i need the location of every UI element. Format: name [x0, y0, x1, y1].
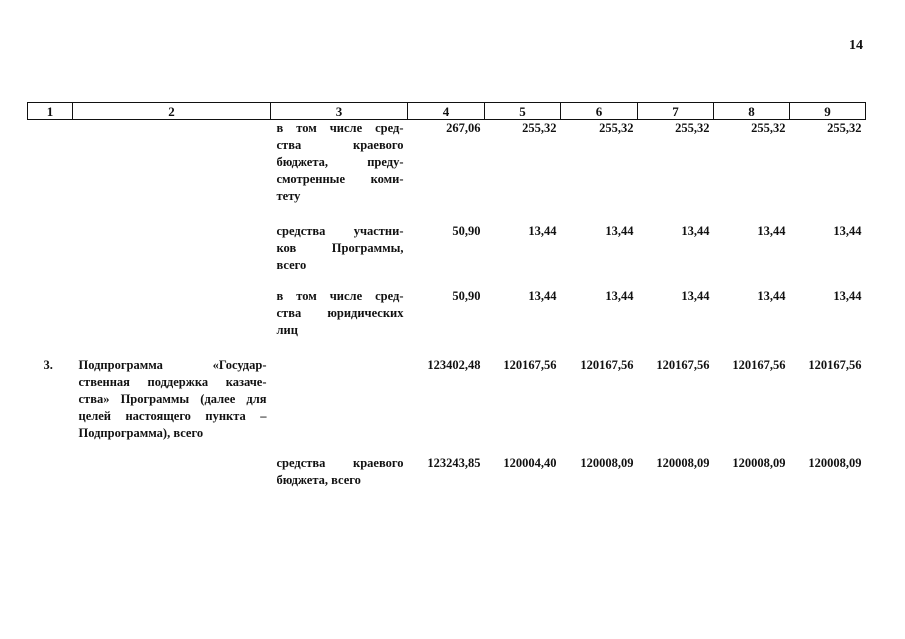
- value-cell: 13,44: [681, 289, 710, 303]
- funding-source: [271, 455, 408, 495]
- row-number: 3.: [43, 358, 53, 372]
- column-header: 1: [28, 103, 73, 120]
- value-cell: 255,32: [599, 121, 634, 135]
- row-number: [28, 120, 73, 224]
- funding-source: [271, 357, 408, 455]
- funding-source-line: лиц: [276, 323, 298, 337]
- funding-source-line: средства краевого: [276, 456, 404, 470]
- program-name: [73, 357, 271, 455]
- funding-source-line: в том числе сред-: [276, 289, 404, 303]
- value-cell: 13,44: [681, 224, 710, 238]
- value-cell: 123402,48: [427, 358, 481, 372]
- row-number: [28, 288, 73, 357]
- value-cell: 255,32: [522, 121, 557, 135]
- value-cell: 13,44: [833, 289, 862, 303]
- value-cell: 123243,85: [427, 456, 481, 470]
- program-name-line: Подпрограмма), всего: [78, 426, 204, 440]
- value-cell: 13,44: [528, 224, 557, 238]
- program-name: [73, 120, 271, 224]
- column-header: 9: [790, 103, 866, 120]
- value-cell: 120167,56: [808, 358, 862, 372]
- funding-source-line: ства краевого: [276, 138, 404, 152]
- funding-source-line: ства юридических: [276, 306, 404, 320]
- value-cell: 13,44: [605, 224, 634, 238]
- budget-table: [27, 102, 866, 495]
- funding-source-line: ков Программы,: [276, 241, 404, 255]
- program-name: [73, 288, 271, 357]
- table-row: [28, 120, 866, 224]
- value-cell: 120008,09: [580, 456, 634, 470]
- value-cell: 13,44: [757, 289, 786, 303]
- funding-source-line: бюджета, преду-: [276, 155, 404, 169]
- value-cell: 120167,56: [503, 358, 557, 372]
- column-header: 6: [561, 103, 638, 120]
- value-cell: 13,44: [833, 224, 862, 238]
- funding-source-line: всего: [276, 258, 307, 272]
- value-cell: 120167,56: [656, 358, 710, 372]
- funding-source-line: в том числе сред-: [276, 121, 404, 135]
- value-cell: 13,44: [605, 289, 634, 303]
- column-header: 3: [271, 103, 408, 120]
- value-cell: 50,90: [452, 224, 481, 238]
- column-number-row: [28, 103, 866, 120]
- value-cell: 13,44: [757, 224, 786, 238]
- table-row: [28, 288, 866, 357]
- column-header: 5: [485, 103, 561, 120]
- program-name-line: целей настоящего пункта –: [78, 409, 267, 423]
- row-number: [28, 223, 73, 288]
- table-row: [28, 455, 866, 495]
- value-cell: 120008,09: [732, 456, 786, 470]
- value-cell: 255,32: [675, 121, 710, 135]
- value-cell: 120167,56: [580, 358, 634, 372]
- table-row: [28, 223, 866, 288]
- value-cell: 267,06: [446, 121, 481, 135]
- funding-source: [271, 288, 408, 357]
- column-header: 8: [714, 103, 790, 120]
- row-number: [28, 455, 73, 495]
- funding-source: [271, 120, 408, 224]
- funding-source-line: тету: [276, 189, 301, 203]
- value-cell: 120008,09: [808, 456, 862, 470]
- program-name-line: ственная поддержка казаче-: [78, 375, 267, 389]
- program-name-line: ства» Программы (далее для: [78, 392, 267, 406]
- value-cell: 13,44: [528, 289, 557, 303]
- value-cell: 120167,56: [732, 358, 786, 372]
- value-cell: 120008,09: [656, 456, 710, 470]
- value-cell: 120004,40: [503, 456, 557, 470]
- column-header: 7: [638, 103, 714, 120]
- funding-source-line: смотренные коми-: [276, 172, 404, 186]
- funding-source-line: бюджета, всего: [276, 473, 361, 487]
- column-header: 2: [73, 103, 271, 120]
- funding-source: [271, 223, 408, 288]
- funding-source-line: средства участни-: [276, 224, 404, 238]
- program-name: [73, 455, 271, 495]
- program-name: [73, 223, 271, 288]
- column-header: 4: [408, 103, 485, 120]
- value-cell: 255,32: [751, 121, 786, 135]
- value-cell: 50,90: [452, 289, 481, 303]
- table-row: [28, 357, 866, 455]
- page-number: 14: [849, 38, 863, 53]
- value-cell: 255,32: [827, 121, 862, 135]
- program-name-line: Подпрограмма «Государ-: [78, 358, 267, 372]
